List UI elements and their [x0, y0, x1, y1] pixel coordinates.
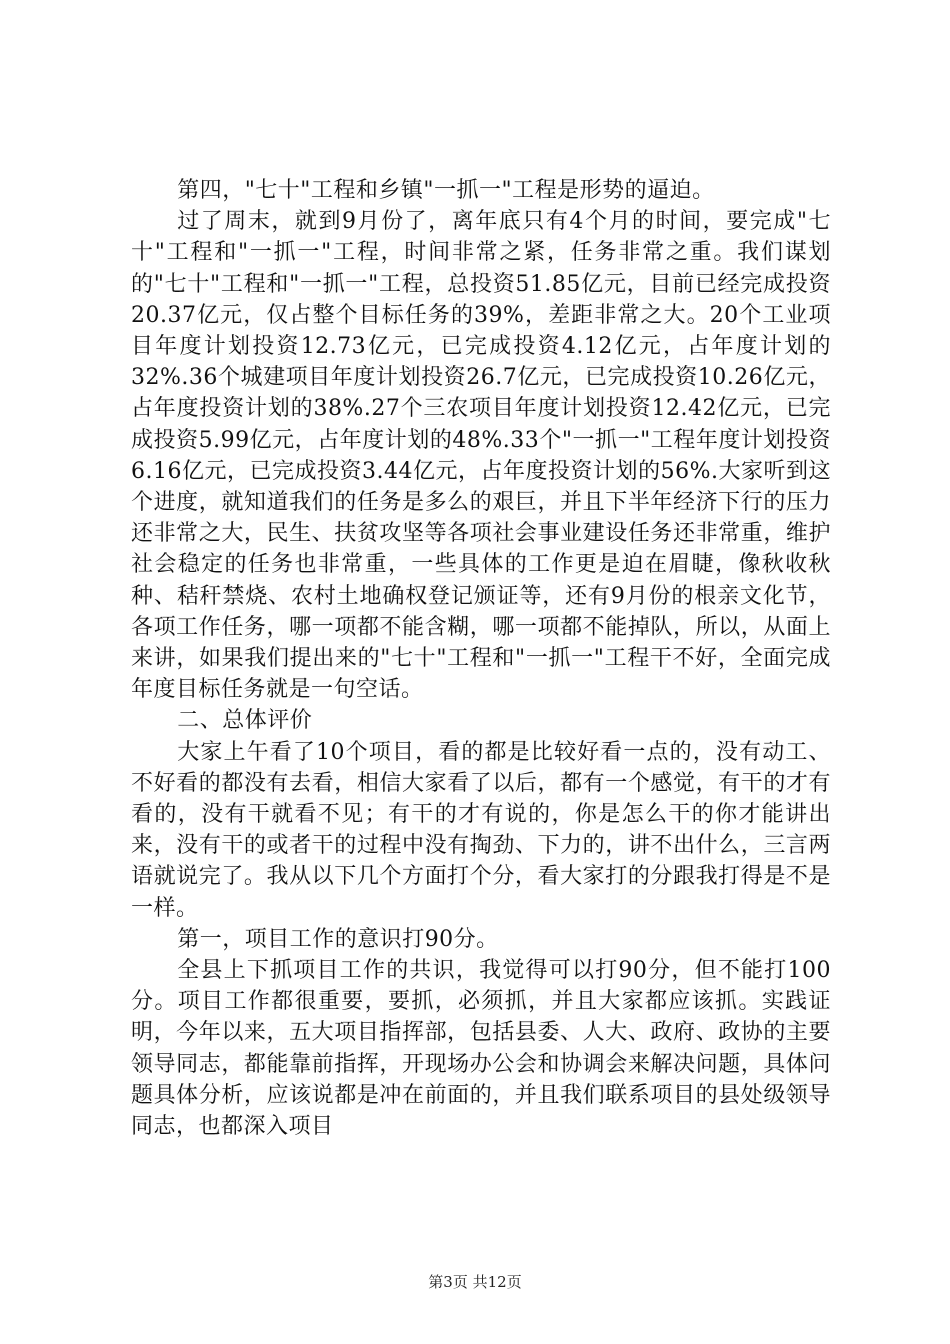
body-paragraph: 过了周末，就到9月份了，离年底只有4个月的时间，要完成"七十"工程和"一抓一"工程，时间非常之紧，任务非常之重。我们谋划的"七十"工程和"一抓一"工程，总投资51.85亿元，目前已经完成投资20.37亿元，仅占整个目标任务的39%，差距非常之大。20个工业项目年度计划投资12.73亿元，已完成投资4.12亿元，占年度计划的32%.36个城建项目年度计划投资26.7亿元，已完成投资10.26亿元，占年度投资计划的38%.27个三农项目年度计划投资12.42亿元，已完成投资5.99亿元，占年度计划的48%.33个"一抓一"工程年度计划投资6.16亿元，已完成投资3.44亿元，占年度投资计划的56%.大家听到这个进度，就知道我们的任务是多么的艰巨，并且下半年经济下行的压力还非常之大，民生、扶贫攻坚等各项社会事业建设任务还非常重，维护社会稳定的任务也非常重，一些具体的工作更是迫在眉睫，像秋收秋种、秸秆禁烧、农村土地确权登记颁证等，还有9月份的根亲文化节，各项工作任务，哪一项都不能含糊，哪一项都不能掉队，所以，从面上来讲，如果我们提出来的"七十"工程和"一抓一"工程干不好，全面完成年度目标任务就是一句空话。 — [131, 209, 831, 703]
section-heading-first: 第一，项目工作的意识打90分。 — [177, 926, 499, 952]
document-body — [131, 175, 831, 1142]
section-heading-fourth: 第四，"七十"工程和乡镇"一抓一"工程是形势的逼迫。 — [177, 178, 715, 203]
page-footer — [0, 1272, 950, 1292]
body-paragraph: 全县上下抓项目工作的共识，我觉得可以打90分，但不能打100分。项目工作都很重要，要抓，必须抓，并且大家都应该抓。实践证明，今年以来，五大项目指挥部，包括县委、人大、政府、政协的主要领导同志，都能靠前指挥，开现场办公会和协调会来解决问题，具体问题具体分析，应该说都是冲在前面的，并且我们联系项目的县处级领导同志，也都深入项目 — [131, 958, 831, 1140]
section-heading-overall-evaluation: 二、总体评价 — [177, 708, 313, 734]
body-paragraph: 大家上午看了10个项目，看的都是比较好看一点的，没有动工、不好看的都没有去看，相信大家看了以后，都有一个感觉，有干的才有看的，没有干就看不见；有干的才有说的，你是怎么干的你才能讲出来，没有干的或者干的过程中没有掏劲、下力的，讲不出什么，三言两语就说完了。我从以下几个方面打个分，看大家打的分跟我打得是不是一样。 — [131, 739, 831, 921]
page-number-label: 第3页 共12页 — [428, 1273, 522, 1291]
